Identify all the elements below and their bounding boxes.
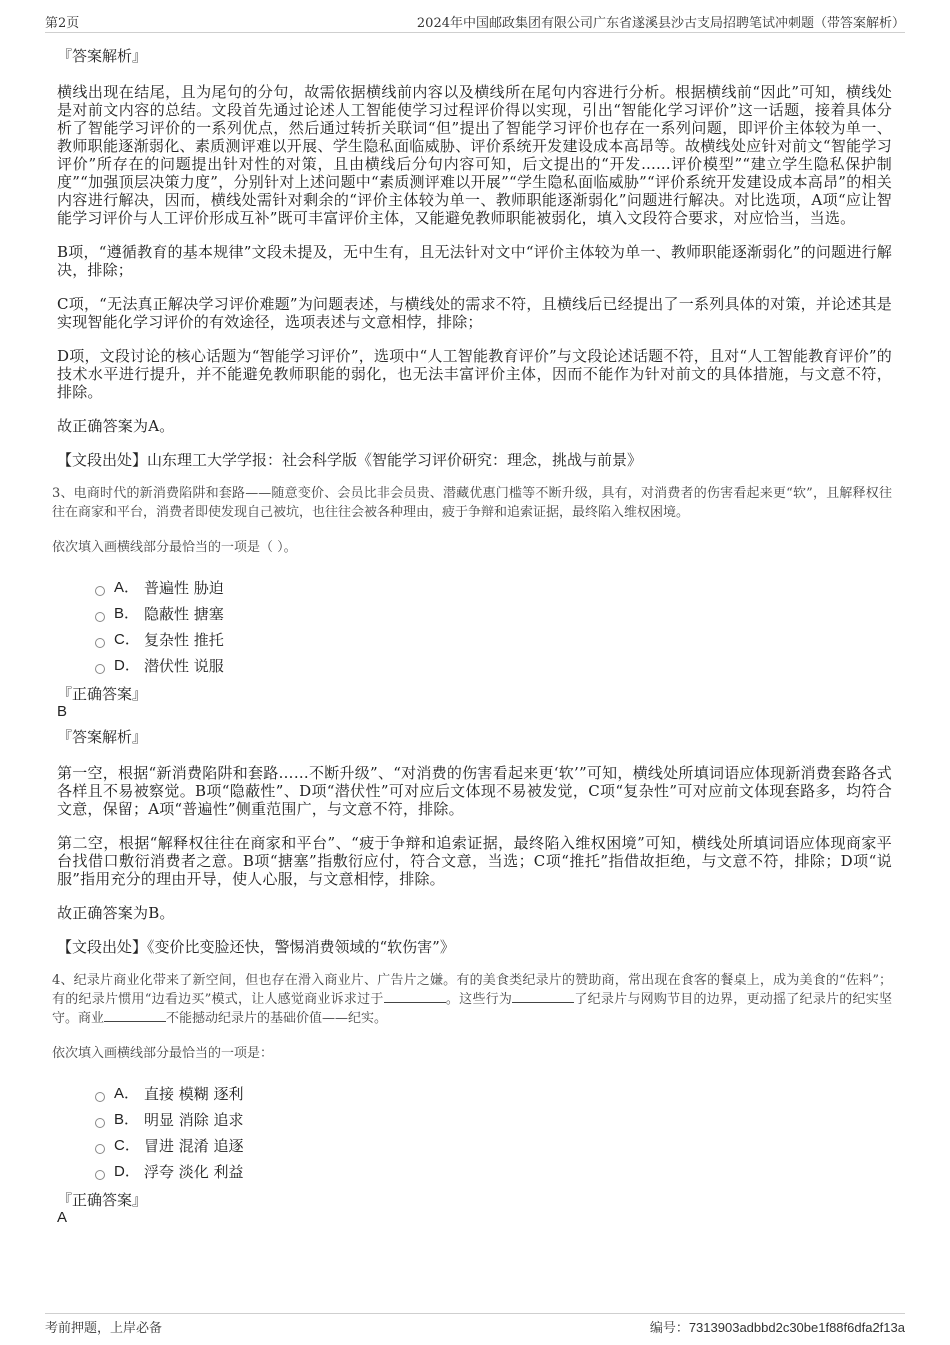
q3-answer-tag: 『正确答案』 — [57, 685, 148, 703]
q3-conclusion: 故正确答案为B。 — [57, 904, 175, 922]
page-content — [52, 46, 892, 1233]
page-number: 第2页 — [45, 16, 80, 31]
radio-icon[interactable] — [95, 1118, 105, 1128]
q2-source: 【文段出处】山东理工大学学报：社会科学版《智能学习评价研究：理念，挑战与前景》 — [57, 451, 643, 469]
q4-options — [95, 1081, 892, 1185]
radio-icon[interactable] — [95, 638, 105, 648]
q4-prompt: 依次填入画横线部分最恰当的一项是： — [52, 1046, 274, 1061]
fill-blank — [104, 1009, 166, 1022]
q3-analysis-paragraph: 第一空，根据“新消费陷阱和套路……不断升级”、“对消费的伤害看起来更‘软’”可知，横线处所填词语应体现新消费套路各式各样且不易被察觉。B项“隐蔽性”、D项“潜伏性”可对应后文体现不易被发觉，C项“复杂性”可对应前文体现套路多，均符合文意，保留；A项“普遍性”侧重范围广，与文意不符，排除。 — [57, 764, 892, 818]
q3-source: 【文段出处】《变价比变脸还快，警惕消费领域的“软伤害”》 — [57, 938, 455, 956]
radio-icon[interactable] — [95, 1092, 105, 1102]
radio-icon[interactable] — [95, 1144, 105, 1154]
q3-option-a[interactable]: A． 普遍性 胁迫 — [95, 575, 892, 601]
footer-slogan: 考前押题，上岸必备 — [45, 1321, 163, 1336]
q2-analysis-tag: 『答案解析』 — [57, 47, 148, 65]
q3-question: 3、电商时代的新消费陷阱和套路——随意变价、会员比非会员贵、潜藏优惠门槛等不断升级，具有，对消费者的伤害看起来更“软”，且解释权往往在商家和平台，消费者即使发现自己被坑，也往往会被各种理由，疲于争辩和追索证据，最终陷入维权困境。 — [52, 486, 892, 520]
q2-analysis-paragraph: 横线出现在结尾，且为尾句的分句，故需依据横线前内容以及横线所在尾句内容进行分析。根据横线前“因此”可知，横线处是对前文内容的总结。文段首先通过论述人工智能使学习过程评价得以实现，引出“智能化学习评价”这一话题，接着具体分析了智能学习评价的一系列优点，然后通过转折关联词“但”提出了智能学习评价也存在一系列问题，即评价主体较为单一、教师职能逐渐弱化、素质测评难以开展、学生隐私面临威胁、评价系统开发建设成本高昂等。故横线处应针对前文“智能学习评价”所存在的问题提出针对性的对策，且由横线后分句内容可知，后文提出的“开发......评价模型”“建立学生隐私保护制度”“加强顶层决策力度”，分别针对上述问题中“素质测评难以开展”“学生隐私面临威胁”“评价系统开发建设成本高昂”的相关内容进行解决，因而，横线处需针对剩余的“评价主体较为单一、教师职能逐渐弱化”问题进行解决。对比选项，A项“应让智能学习评价与人工评价形成互补”既可丰富评价主体，又能避免教师职能被弱化，填入文段符合要求，对应恰当，当选。 — [57, 83, 892, 227]
q4-answer: A — [57, 1209, 68, 1226]
q3-answer: B — [57, 703, 68, 720]
radio-icon[interactable] — [95, 1170, 105, 1180]
document-id: 编号：7313903adbbd2c30be1f88f6dfa2f13a — [649, 1320, 905, 1335]
page-footer — [45, 1313, 905, 1339]
q4-option-c[interactable]: C． 冒进 混淆 追逐 — [95, 1133, 892, 1159]
q3-options — [95, 575, 892, 679]
q4-answer-tag: 『正确答案』 — [57, 1191, 148, 1209]
document-title: 2024年中国邮政集团有限公司广东省遂溪县沙古支局招聘笔试冲刺题（带答案解析） — [416, 16, 905, 31]
q4-option-b[interactable]: B． 明显 消除 追求 — [95, 1107, 892, 1133]
q4-question: 4、纪录片商业化带来了新空间，但也存在滑入商业片、广告片之嫌。有的美食类纪录片的赞助商，常出现在食客的餐桌上，成为美食的“佐料”；有的纪录片惯用“边看边买”模式，让人感觉商业诉求过于 。这些行为 了纪录片与网购节目的边界，更动摇了纪录片的纪实坚守。商业 不能撼动纪录片的基础价值——纪实。 — [52, 973, 892, 1026]
fill-blank — [512, 990, 574, 1003]
q3-analysis-paragraph: 第二空，根据“解释权往往在商家和平台”、“疲于争辩和追索证据，最终陷入维权困境”可知，横线处所填词语应体现商家平台找借口敷衍消费者之意。B项“搪塞”指敷衍应付，符合文意，当选；C项“推托”指借故拒绝，与文意不符，排除；D项“说服”指用充分的理由开导，使人心服，与文意相悖，排除。 — [57, 834, 892, 888]
q2-conclusion: 故正确答案为A。 — [57, 417, 175, 435]
radio-icon[interactable] — [95, 586, 105, 596]
q3-option-d[interactable]: D． 潜伏性 说服 — [95, 653, 892, 679]
page-header — [45, 12, 905, 33]
q4-option-a[interactable]: A． 直接 模糊 逐利 — [95, 1081, 892, 1107]
q4-option-d[interactable]: D． 浮夸 淡化 利益 — [95, 1159, 892, 1185]
radio-icon[interactable] — [95, 612, 105, 622]
q3-prompt: 依次填入画横线部分最恰当的一项是（ ）。 — [52, 540, 297, 555]
q2-analysis-paragraph: D项，文段讨论的核心话题为“智能学习评价”，选项中“人工智能教育评价”与文段论述话题不符，且对“人工智能教育评价”的技术水平进行提升，并不能避免教师职能的弱化，也无法丰富评价主体，因而不能作为针对前文的具体措施，与文意不符，排除。 — [57, 347, 892, 401]
fill-blank — [384, 990, 446, 1003]
q2-analysis-paragraph: B项，“遵循教育的基本规律”文段未提及，无中生有，且无法针对文中“评价主体较为单一、教师职能逐渐弱化”的问题进行解决，排除； — [57, 243, 892, 279]
q3-option-c[interactable]: C． 复杂性 推托 — [95, 627, 892, 653]
radio-icon[interactable] — [95, 664, 105, 674]
q2-analysis-paragraph: C项，“无法真正解决学习评价难题”为问题表述，与横线处的需求不符，且横线后已经提出了一系列具体的对策，并论述其是实现智能化学习评价的有效途径，选项表述与文意相悖，排除； — [57, 295, 892, 331]
q3-analysis-tag: 『答案解析』 — [57, 728, 148, 746]
q3-option-b[interactable]: B． 隐蔽性 搪塞 — [95, 601, 892, 627]
